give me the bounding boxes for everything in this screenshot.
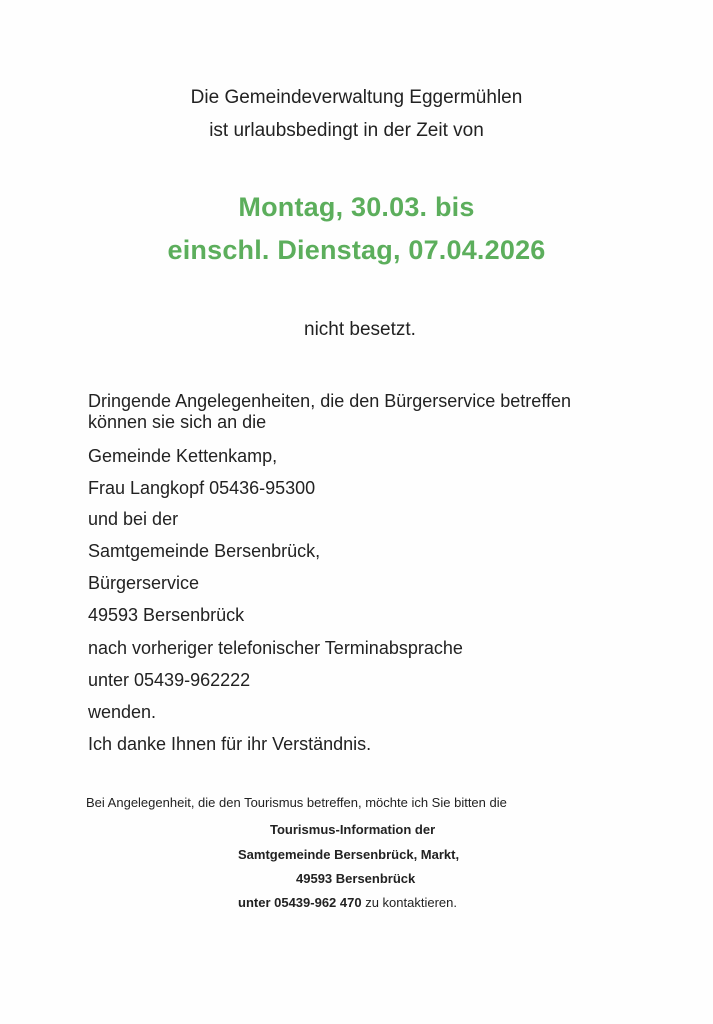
contact-line-12: Ich danke Ihnen für ihr Verständnis.	[88, 734, 372, 754]
tourism-phone-line	[238, 896, 457, 909]
contact-line-4: Frau Langkopf 05436-95300	[88, 478, 316, 498]
tourism-org-line-2: Samtgemeinde Bersenbrück, Markt,	[238, 847, 460, 862]
contact-line-1: Dringende Angelegenheiten, die den Bürgerservice betreffen	[88, 391, 572, 411]
contact-line-11: wenden.	[88, 702, 157, 722]
tourism-org-line-3: 49593 Bersenbrück	[296, 871, 416, 886]
date-line-2: einschl. Dienstag, 07.04.2026	[167, 235, 546, 265]
status-text: nicht besetzt.	[304, 319, 416, 340]
contact-line-8: 49593 Bersenbrück	[88, 605, 245, 625]
tourism-phone-number: unter 05439-962 470	[238, 895, 362, 910]
tourism-org-line-1: Tourismus-Information der	[270, 822, 436, 837]
contact-line-2: können sie sich an die	[88, 412, 267, 432]
contact-line-9: nach vorheriger telefonischer Terminabsprache	[88, 638, 463, 658]
contact-line-3: Gemeinde Kettenkamp,	[88, 446, 278, 466]
contact-line-6: Samtgemeinde Bersenbrück,	[88, 541, 321, 561]
contact-line-5: und bei der	[88, 509, 179, 529]
intro-line-1: Die Gemeindeverwaltung Eggermühlen	[190, 87, 523, 108]
tourism-intro: Bei Angelegenheit, die den Tourismus betreffen, möchte ich Sie bitten die	[86, 795, 507, 810]
contact-line-10: unter 05439-962222	[88, 670, 251, 690]
tourism-phone-suffix: zu kontaktieren.	[361, 895, 457, 910]
intro-line-2: ist urlaubsbedingt in der Zeit von	[209, 120, 484, 141]
date-line-1: Montag, 30.03. bis	[238, 192, 475, 222]
contact-line-7: Bürgerservice	[88, 573, 200, 593]
